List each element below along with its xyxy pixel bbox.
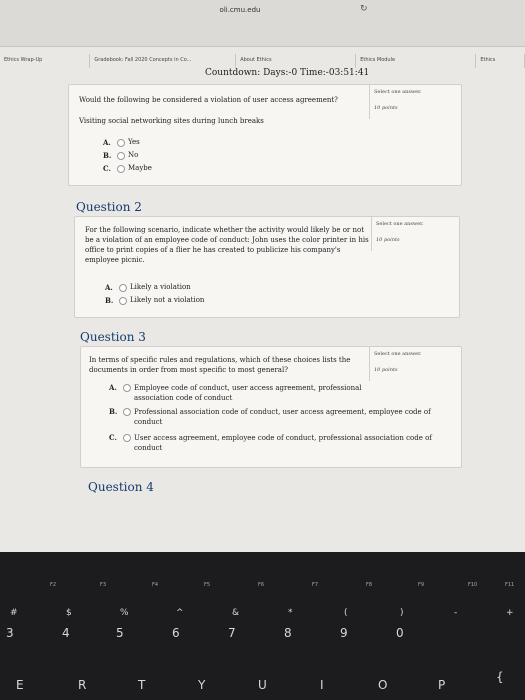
- option-text: Maybe: [128, 164, 152, 172]
- option-letter: A.: [109, 383, 117, 392]
- key-f7[interactable]: F7: [312, 582, 319, 588]
- key-4[interactable]: 4: [62, 626, 70, 640]
- key-9[interactable]: 9: [340, 626, 348, 640]
- question-1-text: Would the following be considered a violation of user access agreement?: [79, 96, 338, 104]
- radio-button[interactable]: [117, 152, 125, 160]
- option-text: Likely a violation: [130, 283, 191, 291]
- tab-ethics-wrap-up[interactable]: Ethics Wrap-Up: [0, 54, 90, 68]
- key-brace-left[interactable]: {: [496, 670, 504, 684]
- key-p[interactable]: P: [438, 678, 446, 692]
- option-letter: A.: [105, 283, 113, 292]
- question-2-points-box: [371, 217, 442, 251]
- q3-option-c[interactable]: [109, 433, 439, 453]
- key-f11[interactable]: F11: [505, 582, 515, 588]
- question-2-card: [74, 216, 460, 318]
- q1-option-c[interactable]: [103, 164, 152, 173]
- key-hash[interactable]: #: [10, 608, 18, 618]
- question-2-text: For the following scenario, indicate whether the activity would likely be or not be a violation of an employee code of conduct: John uses the color printer in his office to print copies of a flier he has created to publicize his company's employee picnic.: [85, 226, 369, 264]
- radio-button[interactable]: [119, 284, 127, 292]
- tab-ethics[interactable]: Ethics: [476, 54, 525, 68]
- option-letter: C.: [109, 433, 117, 442]
- question-1-scenario: Visiting social networking sites during lunch breaks: [79, 117, 264, 125]
- key-f4[interactable]: F4: [152, 582, 159, 588]
- key-dollar[interactable]: $: [66, 608, 72, 618]
- question-4-title: Question 4: [88, 480, 154, 494]
- tab-gradebook[interactable]: Gradebook: Fall 2020 Concepts in Co...: [90, 54, 236, 68]
- select-one-answer-label: Select one answer.: [374, 89, 422, 95]
- option-text: Professional association code of conduct, user access agreement, employee code of conduct: [134, 408, 431, 426]
- points-label: 10 points: [374, 105, 398, 111]
- select-one-answer-label: Select one answer.: [374, 351, 422, 357]
- option-text: User access agreement, employee code of conduct, professional association code of conduct: [134, 434, 432, 452]
- key-asterisk[interactable]: *: [288, 608, 293, 618]
- radio-button[interactable]: [123, 384, 131, 392]
- key-f2[interactable]: F2: [50, 582, 57, 588]
- key-paren-left[interactable]: (: [344, 608, 348, 618]
- tab-ethics-module[interactable]: Ethics Module: [356, 54, 476, 68]
- key-8[interactable]: 8: [284, 626, 292, 640]
- option-text: Employee code of conduct, user access agreement, professional association code of conduct: [134, 384, 362, 402]
- question-3-card: [80, 346, 462, 468]
- key-minus[interactable]: -: [454, 608, 458, 618]
- key-0[interactable]: 0: [396, 626, 404, 640]
- select-one-answer-label: Select one answer.: [376, 221, 424, 227]
- key-plus[interactable]: +: [506, 608, 514, 618]
- radio-button[interactable]: [119, 297, 127, 305]
- q1-option-a[interactable]: [103, 138, 140, 147]
- key-f10[interactable]: F10: [468, 582, 478, 588]
- key-f3[interactable]: F3: [100, 582, 107, 588]
- url-bar[interactable]: oli.cmu.edu: [219, 6, 261, 14]
- key-r[interactable]: R: [78, 678, 87, 692]
- key-f8[interactable]: F8: [366, 582, 373, 588]
- q2-option-b[interactable]: [105, 296, 204, 305]
- key-7[interactable]: 7: [228, 626, 236, 640]
- key-5[interactable]: 5: [116, 626, 124, 640]
- key-f6[interactable]: F6: [258, 582, 265, 588]
- question-1-card: [68, 84, 462, 186]
- option-text: Likely not a violation: [130, 296, 205, 304]
- reload-icon[interactable]: ↻: [360, 4, 368, 14]
- key-caret[interactable]: ^: [176, 608, 184, 618]
- tab-bar: [0, 54, 525, 68]
- key-f9[interactable]: F9: [418, 582, 425, 588]
- key-t[interactable]: T: [138, 678, 146, 692]
- radio-button[interactable]: [123, 434, 131, 442]
- option-letter: B.: [105, 296, 114, 305]
- option-letter: A.: [103, 138, 111, 147]
- key-y[interactable]: Y: [198, 678, 206, 692]
- key-u[interactable]: U: [258, 678, 267, 692]
- key-6[interactable]: 6: [172, 626, 180, 640]
- tab-about-ethics[interactable]: About Ethics: [236, 54, 356, 68]
- option-text: No: [128, 151, 139, 159]
- laptop-keyboard: [0, 552, 525, 700]
- radio-button[interactable]: [117, 139, 125, 147]
- points-label: 10 points: [376, 237, 400, 243]
- key-ampersand[interactable]: &: [232, 608, 240, 618]
- key-i[interactable]: I: [320, 678, 324, 692]
- key-percent[interactable]: %: [120, 608, 129, 618]
- key-e[interactable]: E: [16, 678, 24, 692]
- q3-option-a[interactable]: [109, 383, 409, 403]
- countdown-timer: Countdown: Days:-0 Time:-03:51:41: [205, 68, 370, 78]
- radio-button[interactable]: [117, 165, 125, 173]
- browser-toolbar: [0, 0, 525, 47]
- key-o[interactable]: O: [378, 678, 388, 692]
- key-paren-right[interactable]: ): [400, 608, 404, 618]
- points-label: 10 points: [374, 367, 398, 373]
- radio-button[interactable]: [123, 408, 131, 416]
- option-letter: C.: [103, 164, 111, 173]
- question-3-points-box: [369, 347, 440, 381]
- question-3-title: Question 3: [80, 330, 146, 344]
- option-text: Yes: [128, 138, 140, 146]
- question-2-title: Question 2: [76, 200, 142, 214]
- key-f5[interactable]: F5: [204, 582, 211, 588]
- q1-option-b[interactable]: [103, 151, 138, 160]
- key-3[interactable]: 3: [6, 626, 14, 640]
- question-1-points-box: [369, 85, 440, 119]
- q2-option-a[interactable]: [105, 283, 191, 292]
- option-letter: B.: [103, 151, 112, 160]
- question-3-text: In terms of specific rules and regulations, which of these choices lists the documents in order from most specific to most general?: [89, 356, 351, 374]
- q3-option-b[interactable]: [109, 407, 439, 427]
- option-letter: B.: [109, 407, 118, 416]
